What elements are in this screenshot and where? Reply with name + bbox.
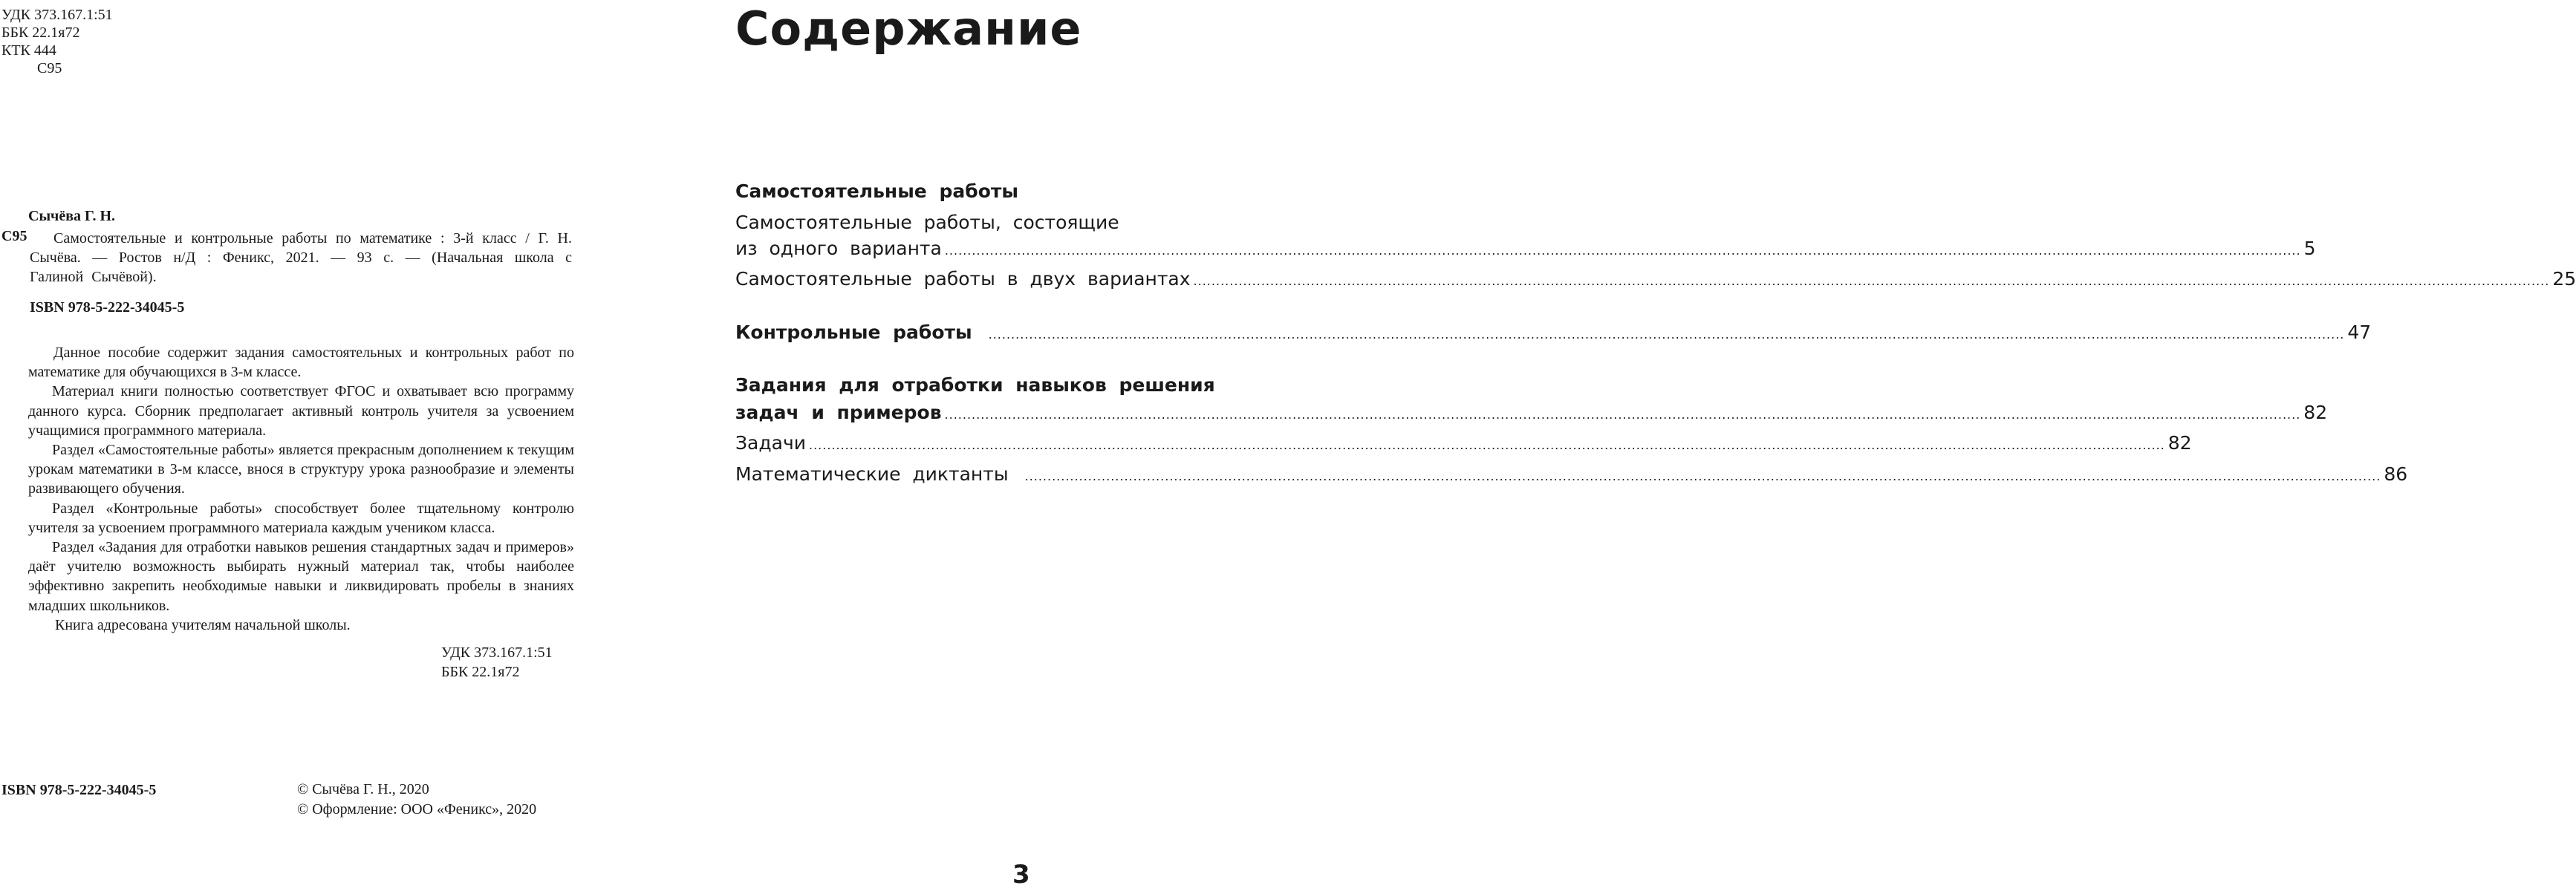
isbn-top: ISBN 978-5-222-34045-5 <box>30 299 185 316</box>
toc-entry-label: Математические диктанты <box>735 463 1009 485</box>
toc-section[interactable] <box>735 402 2328 423</box>
toc-section-heading: задач и примеров <box>735 402 942 423</box>
toc-section-heading: Задания для отработки навыков решения <box>735 374 1215 396</box>
page-title: Содержание <box>735 1 1082 56</box>
toc-entry[interactable] <box>735 432 2192 454</box>
author-mark: С95 <box>37 60 62 76</box>
toc-page-number: 47 <box>2347 322 2372 343</box>
ktk-code: КТК 444 <box>1 42 56 59</box>
toc-section[interactable] <box>735 322 2372 343</box>
toc-entry-label: Самостоятельные работы в двух вариантах <box>735 268 1191 290</box>
toc-page-number: 82 <box>2303 402 2328 423</box>
isbn-bottom: ISBN 978-5-222-34045-5 <box>1 782 157 798</box>
leader-dots: ............................................................................................................................................................................................................................................................................................................ <box>1024 469 2381 483</box>
toc-entry[interactable] <box>735 238 2316 259</box>
author-mark-bold: С95 <box>1 228 27 244</box>
author-name: Сычёва Г. Н. <box>28 208 116 224</box>
bbk-bottom: ББК 22.1я72 <box>441 664 520 680</box>
page-number: 3 <box>1012 860 1030 890</box>
leader-dots: ............................................................................................................................................................................................................................................................................................................ <box>1193 274 2550 288</box>
annotation-paragraph: Раздел «Задания для отработки навыков решения стандартных задач и примеров» даёт учителю возможность выбирать нужный материал так, чтобы наиболее эффективно закрепить необходимые навыки и ликвидировать пробелы в знаниях младших школьников. <box>28 539 574 614</box>
classification-bottom <box>441 643 553 682</box>
bbk-code: ББК 22.1я72 <box>1 25 80 41</box>
toc-page-number: 86 <box>2384 463 2408 485</box>
annotation-paragraph: Данное пособие содержит задания самостоятельных и контрольных работ по математике для обучающихся в 3-м классе. <box>28 345 574 381</box>
copyright-block <box>297 780 536 820</box>
annotation-paragraph: Раздел «Самостоятельные работы» является прекрасным дополнением к текущим урокам математики в 3-м классе, внося в структуру урока разнообразие и элементы развивающего обучения. <box>28 442 574 497</box>
bibliographic-text: Самостоятельные и контрольные работы по математике : 3-й класс / Г. Н. Сычёва. — Ростов н/Д : Феникс, 2021. — 93 с. — (Начальная школа с Галиной Сычёвой). <box>30 230 572 285</box>
toc-page-number: 5 <box>2303 238 2316 259</box>
toc-entry[interactable] <box>735 463 2408 485</box>
annotation-paragraph: Материал книги полностью соответствует ФГОС и охватывает всю программу данного курса. Сборник предполагает активный контроль учителя за усвоением учащимися программного материала. <box>28 383 574 439</box>
toc-page-number: 82 <box>2167 432 2192 454</box>
copyright-author: © Сычёва Г. Н., 2020 <box>297 781 429 797</box>
toc-entry[interactable] <box>735 268 2576 290</box>
toc-page-number: 25 <box>2552 268 2576 290</box>
bibliographic-entry <box>30 229 572 287</box>
udk-code: УДК 373.167.1:51 <box>1 7 113 23</box>
udk-bottom: УДК 373.167.1:51 <box>441 644 553 661</box>
annotation <box>28 343 574 635</box>
copyright-design: © Оформление: ООО «Феникс», 2020 <box>297 801 537 817</box>
toc-entry-label: Задачи <box>735 432 806 454</box>
leader-dots: ............................................................................................................................................................................................................................................................................................................ <box>988 327 2345 342</box>
annotation-paragraph: Раздел «Контрольные работы» способствует более тщательному контролю учителя за усвоением программного материала каждым учеником класса. <box>28 500 574 536</box>
leader-dots: ............................................................................................................................................................................................................................................................................................................ <box>808 438 2165 452</box>
toc-entry-label: из одного варианта <box>735 238 942 259</box>
annotation-paragraph: Книга адресована учителям начальной школы. <box>55 616 351 633</box>
table-of-contents <box>735 0 2576 891</box>
toc-section-heading: Контрольные работы <box>735 322 972 343</box>
leader-dots: ............................................................................................................................................................................................................................................................................................................ <box>944 244 2301 258</box>
toc-section-heading: Самостоятельные работы <box>735 180 1018 202</box>
leader-dots: ............................................................................................................................................................................................................................................................................................................ <box>944 408 2301 422</box>
toc-entry-line: Самостоятельные работы, состоящие <box>735 212 1119 233</box>
